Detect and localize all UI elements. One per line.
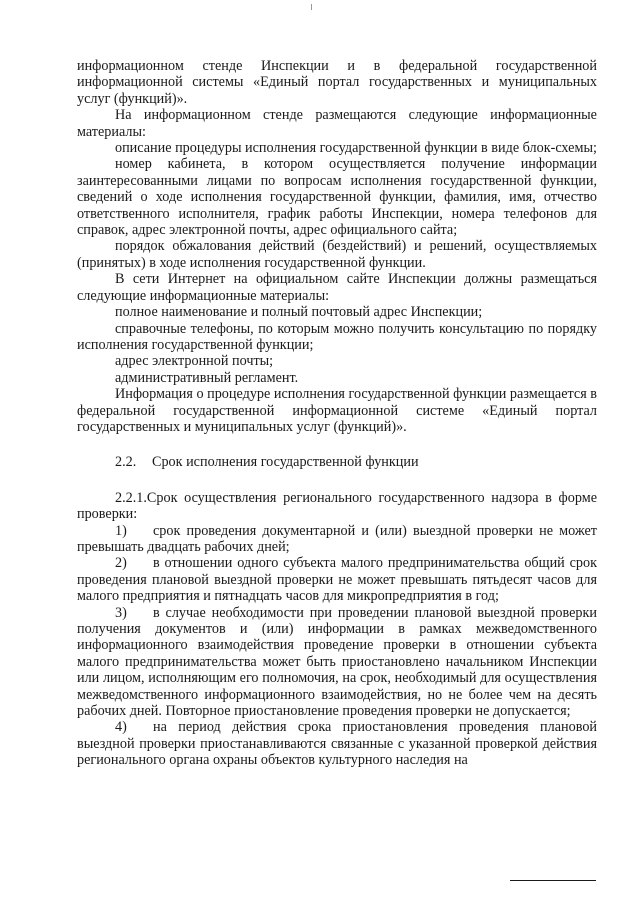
top-paragraphs [77,58,597,435]
document-page [77,58,597,769]
subsection-intro: 2.2.1.Срок осуществления регионального государственного надзора в форме проверки: [77,489,597,523]
paragraph: справочные телефоны, по которым можно получить консультацию по порядку исполнения государственной функции; [77,320,597,353]
list-item-number: 3) [115,604,127,621]
list-item-text: в случае необходимости при проведении плановой выездной проверки получения документов и (или) информации в рамках межведомственного информационного взаимодействия проведение проверки в отношении субъекта малого предпринимательства может быть приостановлено начальником Инспекции или лицом, исполняющим его полномочия, на срок, необходимый для осуществления межведомственного информационного взаимодействия, но не более чем на десять рабочих дней. Повторное приостановление проведения проверки не допускается; [77,604,597,720]
paragraph: Информация о процедуре исполнения государственной функции размещается в федеральной государственной информационной системе «Единый портал государственных и муниципальных услуг (функций)». [77,386,597,435]
list-item [77,605,597,720]
paragraph: В сети Интернет на официальном сайте Инспекции должны размещаться следующие информационные материалы: [77,271,597,304]
list-item-number: 2) [115,555,127,572]
list-item-text: на период действия срока приостановления проведения плановой выездной проверки приостанавливаются связанные с указанной проверкой действия регионального органа охраны объектов культурного наследия на [77,719,597,769]
list-item-text: в отношении одного субъекта малого предпринимательства общий срок проведения плановой выездной проверки не может превышать пятьдесят часов для малого предприятия и пятнадцать часов для микропредприятия в год; [77,555,597,605]
section-heading [77,454,597,470]
list-item [77,555,597,604]
list-item-number: 4) [115,719,127,736]
paragraph: описание процедуры исполнения государственной функции в виде блок-схемы; [115,140,597,157]
list-item-text: срок проведения документарной и (или) выездной проверки не может превышать двадцать рабочих дней; [77,522,597,555]
footer-rule [510,880,596,881]
list-item [77,719,597,768]
paragraph: адрес электронной почты; [115,353,274,370]
section-title: Срок исполнения государственной функции [152,454,419,471]
list-item [77,523,597,556]
paragraph: На информационном стенде размещаются следующие информационные материалы: [77,107,597,140]
list-item-number: 1) [115,522,127,539]
paragraph: порядок обжалования действий (бездействий) и решений, осуществляемых (принятых) в ходе исполнения государственной функции. [77,238,597,271]
scan-speck [311,4,312,10]
paragraph: административный регламент. [115,369,299,386]
paragraph: полное наименование и полный почтовый адрес Инспекции; [115,304,483,321]
section-number: 2.2. [115,454,137,471]
term-items [77,523,597,769]
paragraph: номер кабинета, в котором осуществляется получение информации заинтересованными лицами по вопросам исполнения государственной функции, сведений о ходе исполнения государственной функции, фамилия, имя, отчество ответственного исполнителя, график работы Инспекции, номера телефонов для справок, адрес электронной почты, адрес официального сайта; [77,156,597,239]
paragraph: информационном стенде Инспекции и в федеральной государственной информационной системы «Единый портал государственных и муниципальных услуг (функций)». [77,58,597,107]
